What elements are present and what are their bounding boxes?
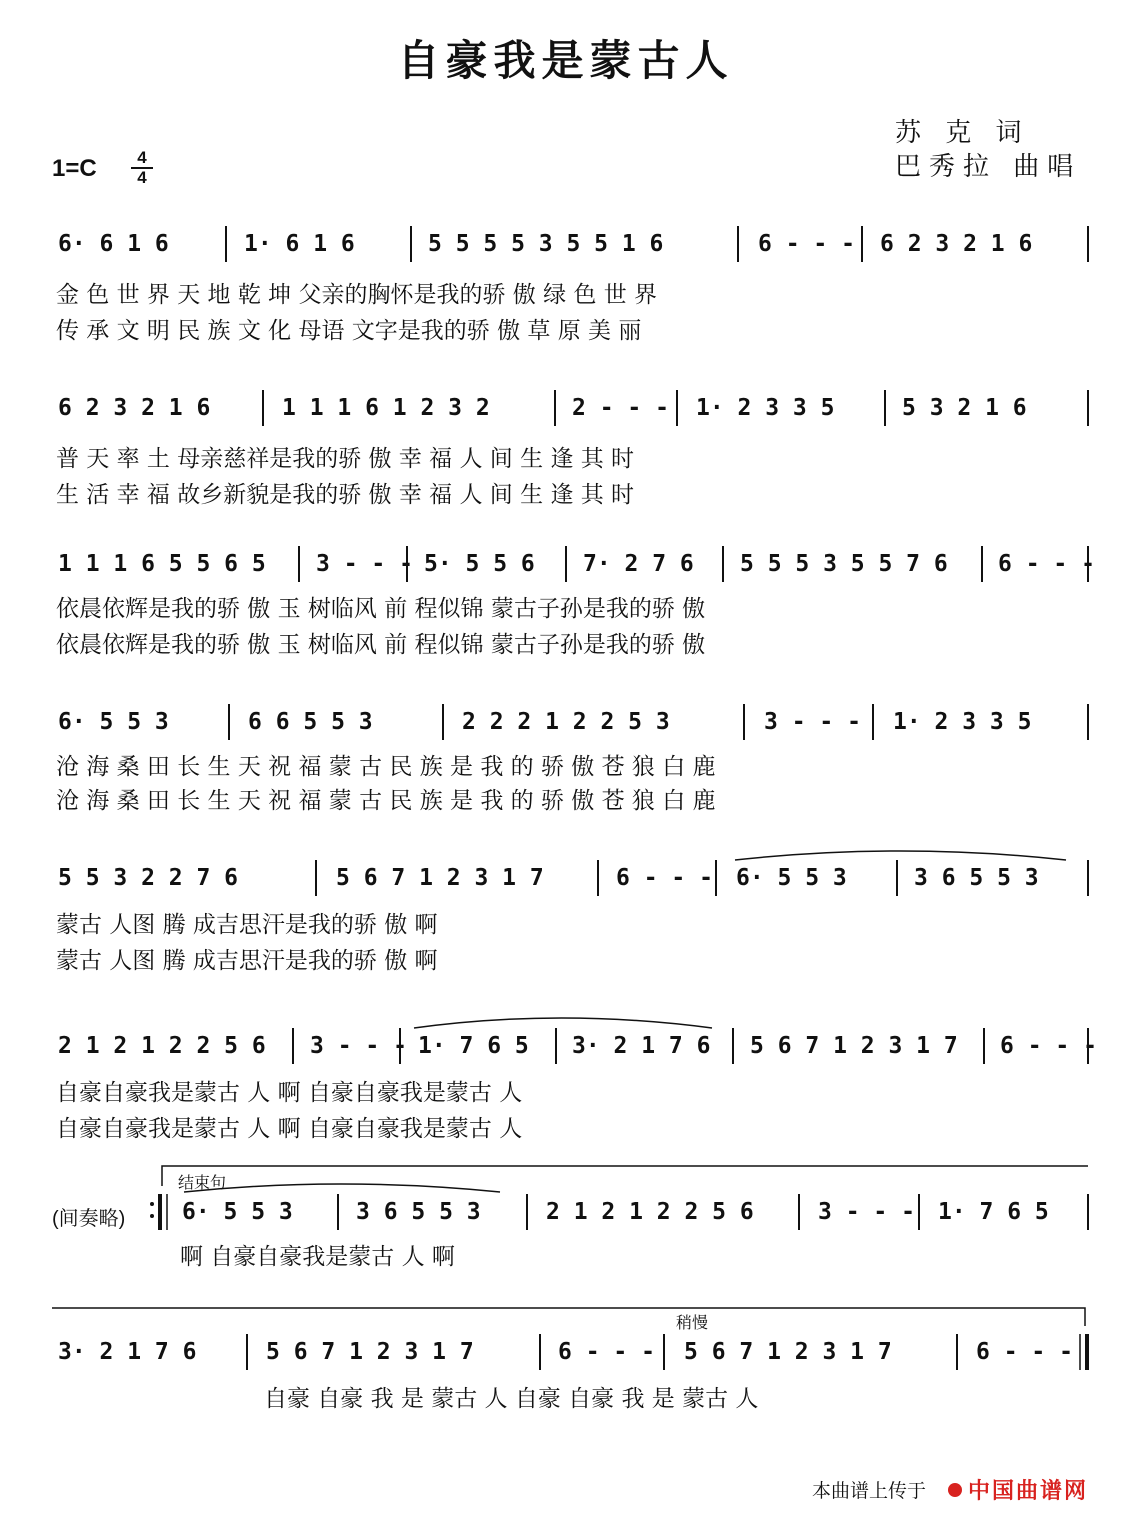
lyric-line-1: 沧 海 桑 田 长 生 天 祝 福 蒙 古 民 族 是 我 的 骄 傲 苍 狼 白 鹿 (56, 754, 716, 780)
lyric-line-2: 蒙古 人图 腾 成吉思汗是我的骄 傲 啊 (56, 948, 438, 974)
time-signature (131, 150, 153, 186)
lyric-line-2: 自豪自豪我是蒙古 人 啊 自豪自豪我是蒙古 人 (56, 1116, 523, 1142)
page-title: 自豪我是蒙古人 (397, 36, 734, 85)
measure: 3 6 5 5 3 (356, 1199, 481, 1225)
measure: 6· 5 5 3 (182, 1199, 293, 1225)
measure: 3 - - - (764, 709, 861, 735)
key-signature: 1=C (52, 155, 97, 182)
measure: 2 2 2 1 2 2 5 3 (462, 709, 670, 735)
measure: 3· 2 1 7 6 (572, 1033, 711, 1059)
upload-credit: 本曲谱上传于 (812, 1481, 927, 1502)
measure: 1 1 1 6 5 5 6 5 (58, 551, 266, 577)
measure: 5 5 5 3 5 5 7 6 (740, 551, 948, 577)
measure: 6 - - - (558, 1339, 655, 1365)
tempo-mark: 稍慢 (676, 1315, 709, 1332)
measure: 5 6 7 1 2 3 1 7 (684, 1339, 892, 1365)
measure: 2 1 2 1 2 2 5 6 (546, 1199, 754, 1225)
measure: 1· 6 1 6 (244, 231, 355, 257)
measure: 5 5 5 5 3 5 5 1 6 (428, 231, 664, 257)
lyricist-credit: 苏 克 词 (895, 118, 1030, 148)
site-logo[interactable]: 中国曲谱网 (968, 1478, 1089, 1503)
measure: 5· 5 5 6 (424, 551, 535, 577)
measure: 1· 2 3 3 5 (893, 709, 1032, 735)
measure: 7· 2 7 6 (583, 551, 694, 577)
lyric-line-1: 啊 自豪自豪我是蒙古 人 啊 (180, 1244, 455, 1270)
measure: 5 5 3 2 2 7 6 (58, 865, 239, 891)
measure: 3 6 5 5 3 (914, 865, 1039, 891)
measure: 3· 2 1 7 6 (58, 1339, 197, 1365)
measure: 5 6 7 1 2 3 1 7 (750, 1033, 958, 1059)
lyric-line-1: 蒙古 人图 腾 成吉思汗是我的骄 傲 啊 (56, 912, 438, 938)
measure: 6 - - - (616, 865, 713, 891)
measure: 5 3 2 1 6 (902, 395, 1027, 421)
measure: 6· 5 5 3 (58, 709, 169, 735)
measure: 2 1 2 1 2 2 5 6 (58, 1033, 266, 1059)
measure: 6 - - - (1000, 1033, 1097, 1059)
lyric-line-1: 金 色 世 界 天 地 乾 坤 父亲的胸怀是我的骄 傲 绿 色 世 界 (56, 282, 658, 308)
measure: 3 - - - (316, 551, 413, 577)
measure: 1· 7 6 5 (938, 1199, 1049, 1225)
measure: 3 - - - (310, 1033, 407, 1059)
ending-label: 结束句 (178, 1175, 227, 1192)
measure: 1· 2 3 3 5 (696, 395, 835, 421)
time-signature-bottom: 4 (137, 168, 147, 187)
measure: 6 - - - (758, 231, 855, 257)
measure: 6 - - - (998, 551, 1095, 577)
measure: 1· 7 6 5 (418, 1033, 529, 1059)
interlude-note: (间奏略) (52, 1208, 126, 1230)
site-logo-icon (948, 1483, 962, 1497)
measure: 5 6 7 1 2 3 1 7 (336, 865, 544, 891)
measure: 1 1 1 6 1 2 3 2 (282, 395, 490, 421)
measure: 6· 5 5 3 (736, 865, 847, 891)
lyric-line-2: 沧 海 桑 田 长 生 天 祝 福 蒙 古 民 族 是 我 的 骄 傲 苍 狼 白 鹿 (56, 788, 716, 814)
lyric-line-1: 自豪自豪我是蒙古 人 啊 自豪自豪我是蒙古 人 (56, 1080, 523, 1106)
measure: 6· 6 1 6 (58, 231, 169, 257)
measure: 2 - - - (572, 395, 669, 421)
lyric-line-1: 依晨依辉是我的骄 傲 玉 树临风 前 程似锦 蒙古子孙是我的骄 傲 (56, 596, 706, 622)
lyric-line-2: 依晨依辉是我的骄 傲 玉 树临风 前 程似锦 蒙古子孙是我的骄 傲 (56, 632, 706, 658)
lyric-line-2: 生 活 幸 福 故乡新貌是我的骄 傲 幸 福 人 间 生 逢 其 时 (56, 482, 635, 508)
lyric-line-1: 普 天 率 土 母亲慈祥是我的骄 傲 幸 福 人 间 生 逢 其 时 (56, 446, 635, 472)
lyric-line-1: 自豪 自豪 我 是 蒙古 人 自豪 自豪 我 是 蒙古 人 (264, 1386, 759, 1412)
time-signature-top: 4 (137, 148, 147, 167)
measure: 6 6 5 5 3 (248, 709, 373, 735)
composer-credit: 巴秀拉 曲唱 (895, 152, 1082, 182)
measure: 6 2 3 2 1 6 (58, 395, 211, 421)
measure: 6 2 3 2 1 6 (880, 231, 1033, 257)
measure: 3 - - - (818, 1199, 915, 1225)
measure: 6 - - - (976, 1339, 1073, 1365)
measure: 5 6 7 1 2 3 1 7 (266, 1339, 474, 1365)
lyric-line-2: 传 承 文 明 民 族 文 化 母语 文字是我的骄 傲 草 原 美 丽 (56, 318, 642, 344)
